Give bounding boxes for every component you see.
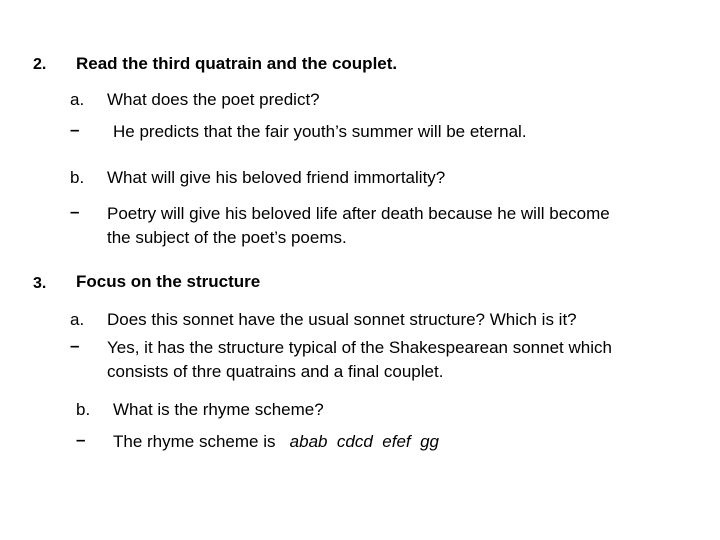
answer-3b-text: The rhyme scheme is: [113, 432, 276, 451]
item-heading-2-text: Read the third quatrain and the couplet: [76, 54, 393, 73]
answer-2a: He predicts that the fair youth’s summer will be eternal.: [113, 122, 527, 141]
item-heading-2: [76, 54, 397, 74]
sub-marker-2a: a.: [70, 90, 85, 109]
rhyme-scheme: abab cdcd efef gg: [289, 432, 440, 451]
answer-dash-2a: –: [70, 120, 80, 139]
question-3a: Does this sonnet have the usual sonnet structure? Which is it?: [107, 310, 577, 329]
answer-dash-3a: –: [70, 336, 80, 355]
sub-marker-3b: b.: [76, 400, 91, 419]
answer-3b: [113, 430, 439, 454]
answer-dash-2b: –: [70, 202, 80, 221]
answer-3a-line1: Yes, it has the structure typical of the Shakespearean sonnet which: [107, 338, 612, 357]
sub-marker-2b: b.: [70, 168, 85, 187]
item-heading-2-suffix: .: [392, 54, 398, 73]
item-number-3: 3.: [33, 275, 47, 292]
answer-2b-line1: Poetry will give his beloved life after death because he will become: [107, 204, 610, 223]
answer-3a-line2: consists of thre quatrains and a final couplet.: [107, 362, 444, 381]
item-heading-3: Focus on the structure: [76, 272, 261, 291]
answer-dash-3b: –: [76, 430, 86, 449]
question-2b: What will give his beloved friend immortality?: [107, 168, 446, 187]
question-2a: What does the poet predict?: [107, 90, 320, 109]
question-3b: What is the rhyme scheme?: [113, 400, 324, 419]
answer-2b-line2: the subject of the poet’s poems.: [107, 228, 347, 247]
sub-marker-3a: a.: [70, 310, 85, 329]
item-number-2: 2.: [33, 56, 47, 73]
